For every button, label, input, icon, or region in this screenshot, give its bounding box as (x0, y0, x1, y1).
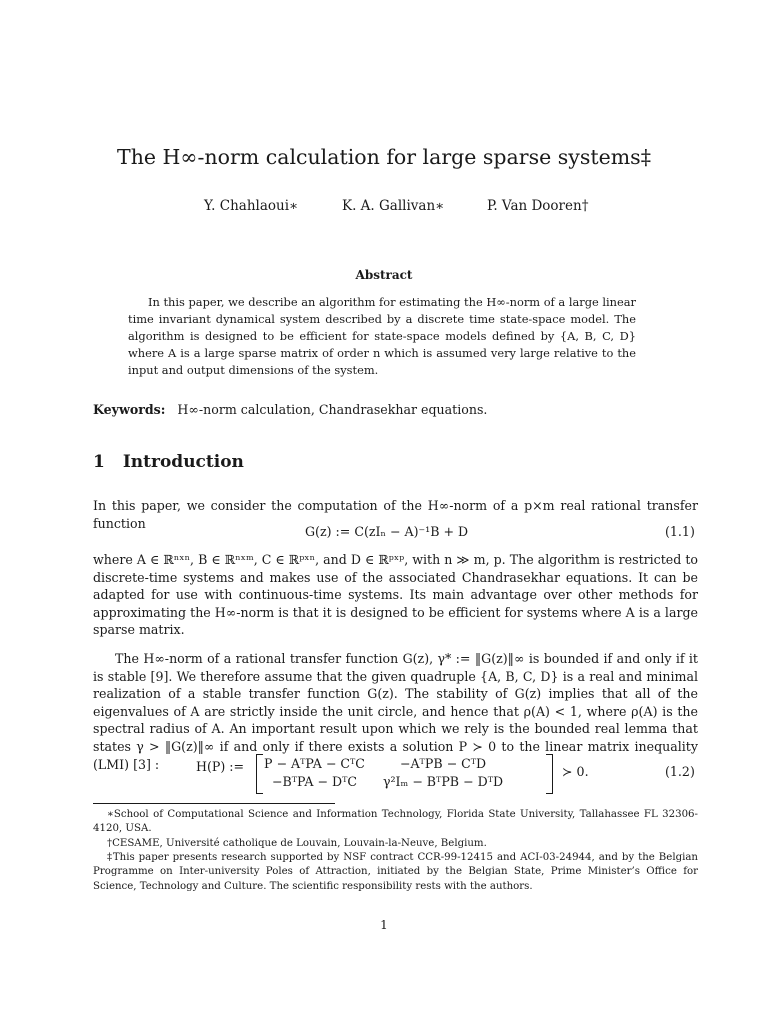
section-title: Introduction (122, 452, 244, 472)
paper-title: The H∞-norm calculation for large sparse systems‡ (117, 145, 651, 169)
author-2: K. A. Gallivan∗ (342, 198, 445, 214)
section-number: 1 (93, 452, 105, 472)
page-number: 1 (380, 918, 388, 932)
matrix-cell-22: γ²Iₘ − BᵀPB − DᵀD (382, 774, 504, 789)
matrix-left-bracket (256, 754, 263, 794)
keywords (93, 402, 487, 417)
equation-1-1-number: (1.1) (665, 524, 695, 539)
equation-1-1: G(z) := C(zIₙ − A)⁻¹B + D (305, 524, 469, 539)
abstract-heading: Abstract (355, 268, 413, 282)
author-1: Y. Chahlaoui∗ (204, 198, 299, 214)
equation-1-2-number: (1.2) (665, 764, 695, 779)
author-3: P. Van Dooren† (487, 198, 589, 214)
section-heading (93, 452, 244, 472)
footnote-rule (93, 803, 335, 804)
keywords-label: Keywords: (93, 402, 166, 417)
equation-1-2-rhs: ≻ 0. (562, 764, 589, 779)
abstract-body: In this paper, we describe an algorithm for estimating the H∞-norm of a large linear time invariant dynamical system described by a discrete time state-space model. The algorithm is designed to be efficient for state-space models defined by {A, B, C, D} where A is a large sparse matrix of order n which is assumed very large relative to the input and output dimensions of the system. (128, 295, 636, 377)
paragraph-2: where A ∈ ℝⁿˣⁿ, B ∈ ℝⁿˣᵐ, C ∈ ℝᵖˣⁿ, and D ∈ ℝᵖˣᵖ, with n ≫ m, p. The algorithm is restricted to discrete-time systems and makes use of the associated Chandrasekhar equations. It can be adapted for use with continuous-time systems. Its main advantage over other methods for approximating the H∞-norm is that it is designed to be efficient for systems where A is a large sparse matrix. (93, 552, 698, 638)
paragraph-3: The H∞-norm of a rational transfer function G(z), γ* := ‖G(z)‖∞ is bounded if and only if it is stable [9]. We therefore assume that the given quadruple {A, B, C, D} is a real and minimal realization of a stable transfer function G(z). The stability of G(z) implies that all of the eigenvalues of A are strictly inside the unit circle, and hence that ρ(A) < 1, where ρ(A) is the spectral radius of A. An important result upon which we rely is the bounded real lemma that states γ > ‖G(z)‖∞ if and only if there exists a solution P ≻ 0 to the linear matrix inequality (LMI) [3] : (93, 651, 698, 772)
equation-1-2-lhs: H(P) := (196, 759, 245, 774)
matrix-cell-21: −BᵀPA − DᵀC (271, 774, 358, 789)
footnote-3: ‡This paper presents research supported by NSF contract CCR-99-12415 and ACI-03-24944, and by the Belgian Programme on Inter-university Poles of Attraction, initiated by the Belgian State, Prime Minister’s Office for Science, Technology and Culture. The scientific responsibility rests with the authors. (93, 852, 698, 892)
matrix-cell-11: P − AᵀPA − CᵀC (264, 756, 365, 771)
keywords-text: H∞-norm calculation, Chandrasekhar equations. (177, 402, 488, 417)
equation-1-2-matrix (264, 755, 503, 791)
footnote-2: †CESAME, Université catholique de Louvain, Louvain-la-Neuve, Belgium. (107, 838, 487, 849)
footnote-1: ∗School of Computational Science and Information Technology, Florida State University, Tallahassee FL 32306-4120, USA. (93, 809, 698, 835)
matrix-cell-12: −AᵀPB − CᵀD (399, 756, 487, 771)
matrix-right-bracket (546, 754, 553, 794)
paragraph-1: In this paper, we consider the computation of the H∞-norm of a p×m real rational transfer function (93, 498, 698, 531)
